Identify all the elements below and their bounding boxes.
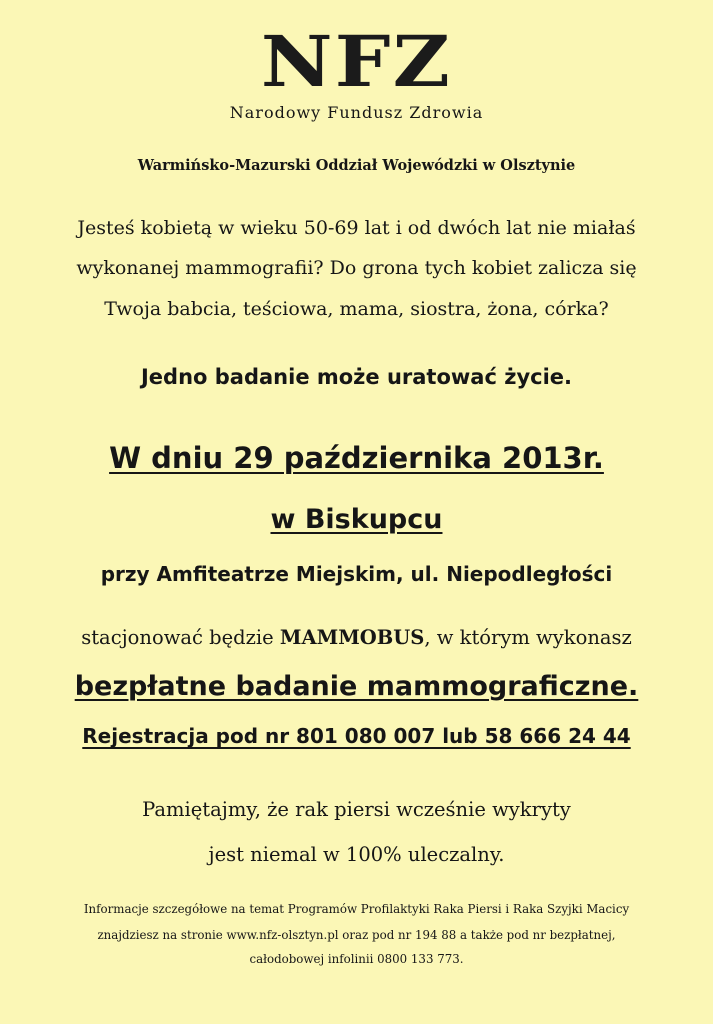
reminder-line-2: jest niemal w 100% uleczalny.: [208, 843, 505, 866]
event-address: przy Amfiteatrze Miejskim, ul. Niepodległości: [100, 562, 613, 586]
free-exam-line: [0, 670, 713, 704]
event-town-line: [0, 503, 713, 537]
registration-phone: Rejestracja pod nr 801 080 007 lub 58 666 24 44: [82, 724, 631, 748]
station-line: [0, 625, 713, 651]
nfz-logo: NFZ: [260, 20, 453, 103]
mammobus-label: MAMMOBUS: [279, 626, 425, 649]
station-text-after: , w którym wykonasz: [424, 626, 632, 649]
event-date: W dniu 29 października 2013r.: [109, 441, 604, 475]
station-text-before: stacjonować będzie: [81, 626, 280, 649]
event-date-line: [0, 440, 713, 476]
reminder-line-1: Pamiętajmy, że rak piersi wcześnie wykryty: [142, 798, 571, 821]
footer-line-3: całodobowej infolinii 0800 133 773.: [249, 952, 464, 966]
footer-line-1: Informacje szczegółowe na temat Programów Profilaktyki Raka Piersi i Raka Szyjki Macicy: [83, 902, 630, 916]
registration-line: [0, 723, 713, 749]
footer-line-2: znajdziesz na stronie www.nfz-olsztyn.pl oraz pod nr 194 88 a także pod nr bezpłatnej,: [97, 928, 616, 942]
intro-line-1: Jesteś kobietą w wieku 50-69 lat i od dwóch lat nie miałaś: [77, 217, 636, 239]
event-town: w Biskupcu: [270, 504, 443, 535]
intro-line-3: Twoja babcia, teściowa, mama, siostra, żona, córka?: [104, 298, 609, 320]
intro-line-2: wykonanej mammografii? Do grona tych kobiet zalicza się: [76, 257, 637, 279]
organization-name: Narodowy Fundusz Zdrowia: [229, 103, 484, 122]
slogan: Jedno badanie może uratować życie.: [140, 365, 573, 389]
branch-name: Warmińsko-Mazurski Oddział Wojewódzki w Olsztynie: [137, 157, 576, 174]
free-exam: bezpłatne badanie mammograficzne.: [74, 671, 639, 702]
